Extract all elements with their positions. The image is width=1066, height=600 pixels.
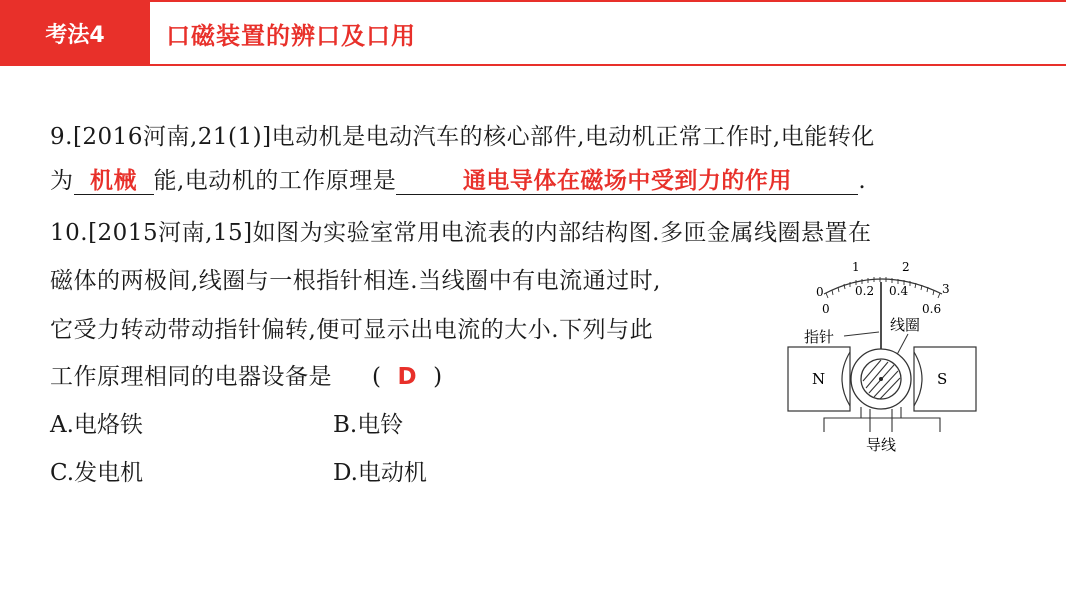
base-frame [824, 418, 940, 432]
q9-blank2 [396, 168, 858, 195]
q10-choice-c: C.发电机 [50, 460, 144, 486]
q9-answer2: 通电导体在磁场中受到力的作用 [462, 168, 792, 194]
scale-bottom-0: 0 [822, 302, 830, 316]
ammeter-diagram [784, 252, 984, 457]
coil-label: 线圈 [890, 316, 921, 334]
section-header [0, 0, 1066, 66]
section-tab: 考法4 [0, 0, 150, 66]
scale-bottom-2: 0.4 [889, 284, 909, 298]
scale-top-2: 2 [902, 260, 910, 274]
scale-ticks [826, 277, 940, 298]
q10-line2: 磁体的两极间,线圈与一根指针相连.当线圈中有电流通过时, [50, 268, 661, 294]
q10-choice-d: D.电动机 [333, 460, 427, 486]
q10-line4 [50, 358, 443, 391]
scale-top-0: 0 [816, 285, 824, 299]
q10-line3: 它受力转动带动指针偏转,便可显示出电流的大小.下列与此 [50, 317, 654, 343]
q9-suffix: . [858, 168, 867, 194]
q9-line2 [50, 162, 866, 195]
q10-choice-b: B.电铃 [333, 412, 404, 438]
q9-blank1 [74, 168, 154, 195]
q10-line1: 10.[2015河南,15]如图为实验室常用电流表的内部结构图.多匝金属线圈悬置在 [50, 220, 872, 246]
header-divider [150, 64, 1066, 66]
needle-leader [844, 332, 879, 336]
q10-line4-prefix: 工作原理相同的电器设备是 [50, 364, 332, 390]
scale-arc [824, 279, 942, 294]
section-title: 口磁装置的辨口及口用 [166, 21, 416, 50]
q10-choice-a: A.电烙铁 [50, 412, 143, 438]
q9-answer1: 机械 [90, 168, 137, 194]
needle-label: 指针 [804, 328, 835, 346]
scale-bottom-1: 0.2 [855, 284, 875, 298]
q9-prefix: 为 [50, 168, 74, 194]
q9-middle: 能,电动机的工作原理是 [153, 168, 397, 194]
scale-top-1: 1 [852, 260, 860, 274]
q10-paren-close: ) [433, 364, 443, 390]
q9-line1: 9.[2016河南,21(1)]电动机是电动汽车的核心部件,电动机正常工作时,电能转化 [50, 124, 875, 150]
s-pole-label: S [937, 370, 948, 388]
wire-label: 导线 [866, 436, 897, 454]
n-pole-label: N [812, 370, 826, 388]
pivot [879, 377, 883, 381]
q10-paren-open: ( [372, 364, 382, 390]
q10-answer: D [397, 364, 418, 390]
scale-bottom-3: 0.6 [922, 302, 942, 316]
scale-top-3: 3 [942, 282, 950, 296]
